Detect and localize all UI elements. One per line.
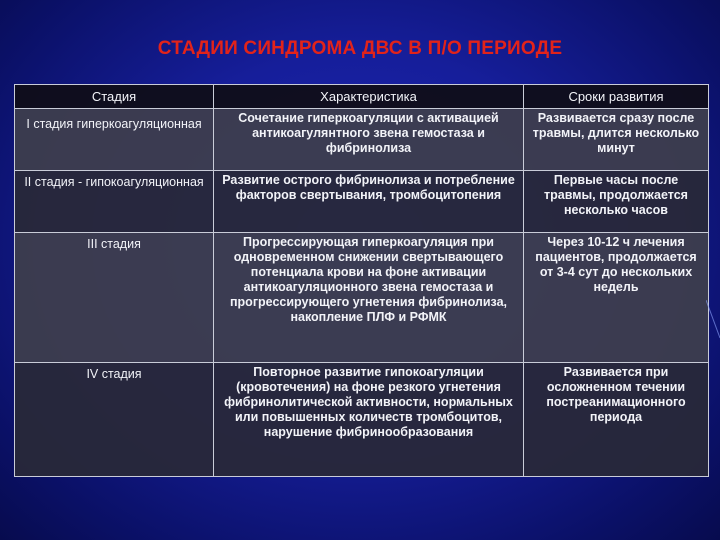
decorative-streak: [706, 300, 720, 340]
stage-cell: III стадия: [15, 233, 214, 363]
characteristic-cell: Развитие острого фибринолиза и потребление факторов свертывания, тромбоцитопения: [214, 171, 524, 233]
timing-cell: Развивается при осложненном течении постреанимационного периода: [524, 363, 709, 477]
table-row: [15, 363, 709, 477]
header-timing: Сроки развития: [524, 85, 709, 109]
timing-cell: Через 10-12 ч лечения пациентов, продолжается от 3-4 сут до нескольких недель: [524, 233, 709, 363]
header-characteristic: Характеристика: [214, 85, 524, 109]
characteristic-cell: Прогрессирующая гиперкоагуляция при одновременном снижении свертывающего потенциала крови на фоне активации антикоагуляционного звена гемостаза и прогрессирующего угнетения фибринолиза, накопление ПЛФ и РФМК: [214, 233, 524, 363]
slide-title: СТАДИИ СИНДРОМА ДВС В П/О ПЕРИОДЕ: [157, 38, 563, 59]
timing-cell: Первые часы после травмы, продолжается несколько часов: [524, 171, 709, 233]
header-stage: Стадия: [15, 85, 214, 109]
dic-stages-table: [14, 84, 709, 477]
stage-cell: I стадия гиперкоагуляционная: [15, 109, 214, 171]
table-row: [15, 171, 709, 233]
stage-cell: IV стадия: [15, 363, 214, 477]
characteristic-cell: Повторное развитие гипокоагуляции (кровотечения) на фоне резкого угнетения фибринолитической активности, нормальных или повышенных количеств тромбоцитов, нарушение фибринообразования: [214, 363, 524, 477]
stage-cell: II стадия - гипокоагуляционная: [15, 171, 214, 233]
table-row: [15, 233, 709, 363]
characteristic-cell: Сочетание гиперкоагуляции с активацией антикоагулянтного звена гемостаза и фибринолиза: [214, 109, 524, 171]
table-row: [15, 109, 709, 171]
timing-cell: Развивается сразу после травмы, длится несколько минут: [524, 109, 709, 171]
table-header-row: [15, 85, 709, 109]
